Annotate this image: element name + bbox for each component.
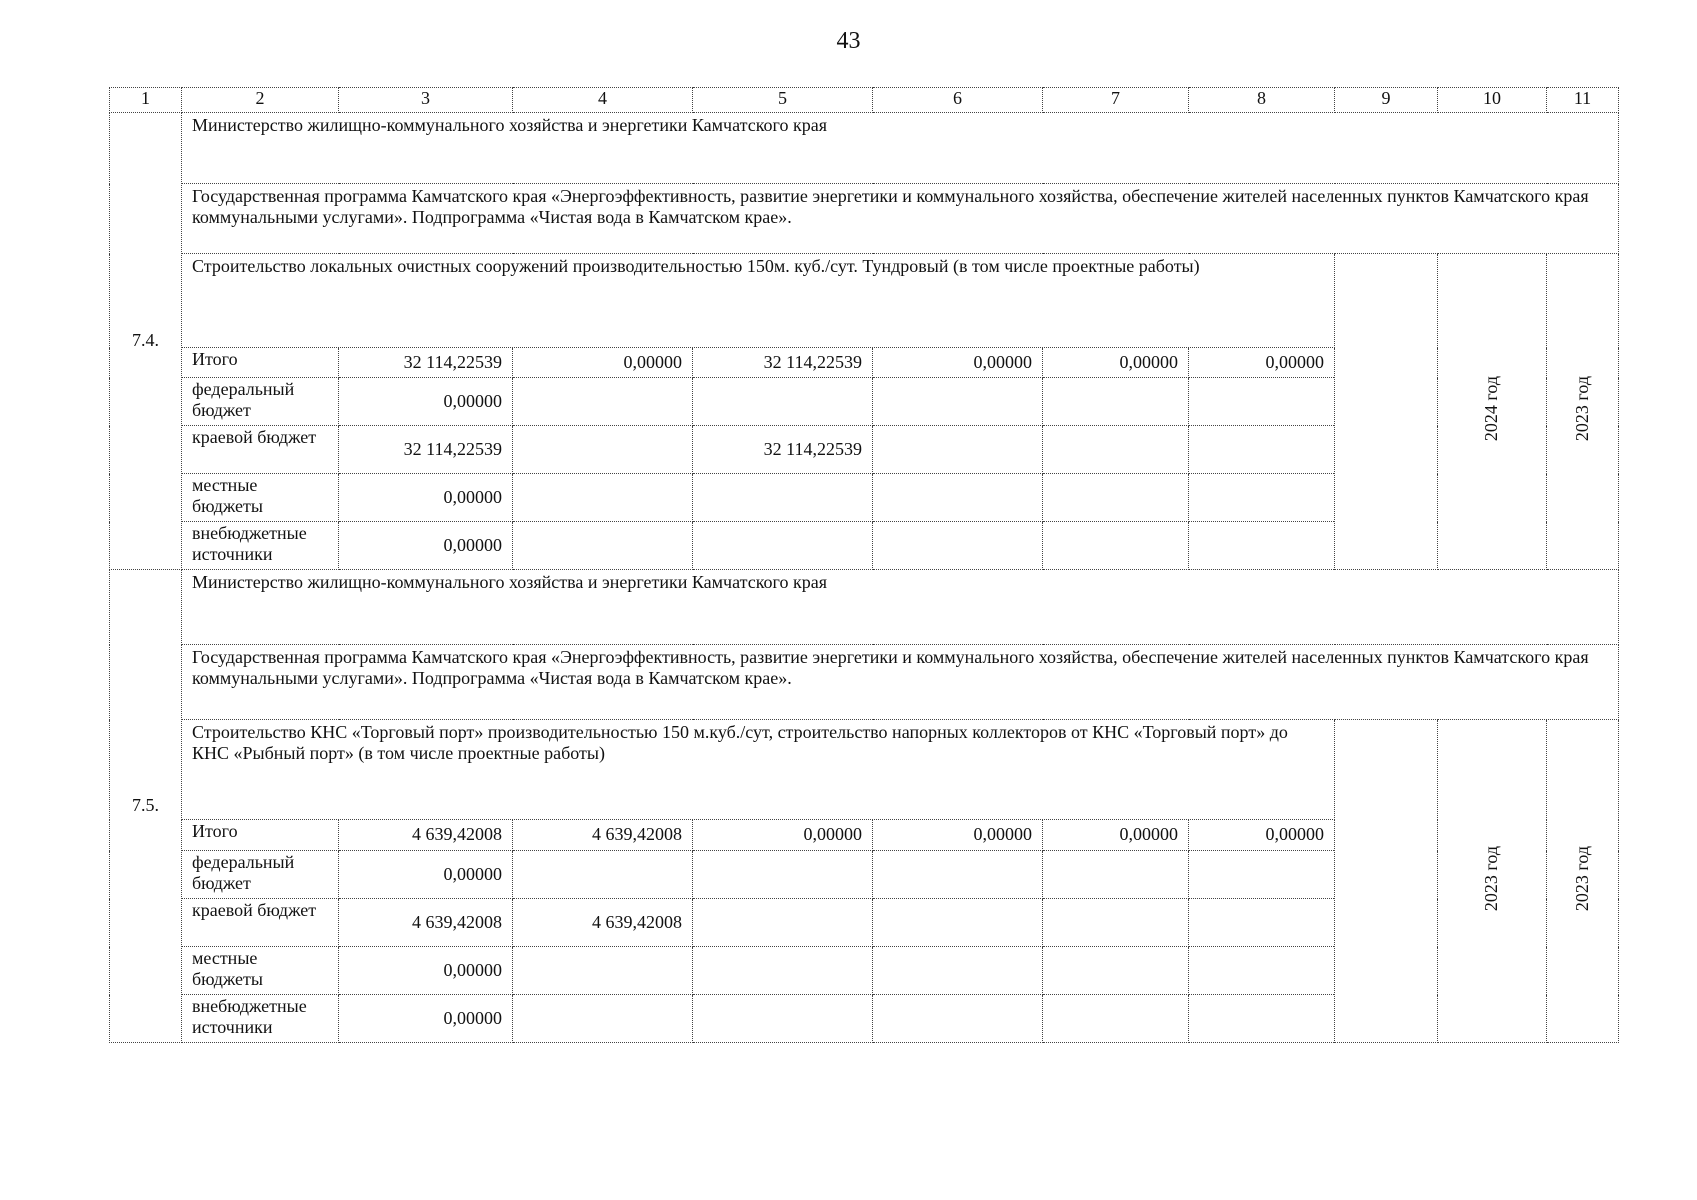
item-number: 7.4. — [110, 113, 182, 570]
value-col7 — [1043, 899, 1189, 947]
total-value: 0,00000 — [339, 474, 513, 522]
project-name: Строительство локальных очистных сооружений производительностью 150м. куб./сут. Тундровый (в том числе проектные работы) — [182, 254, 1335, 348]
column-number: 11 — [1547, 88, 1619, 113]
value-col8: 0,00000 — [1189, 820, 1335, 851]
value-col8 — [1189, 426, 1335, 474]
column-number: 2 — [182, 88, 339, 113]
value-col5 — [693, 522, 873, 570]
value-col8: 0,00000 — [1189, 348, 1335, 378]
funding-label: краевой бюджет — [182, 899, 339, 947]
value-col8 — [1189, 851, 1335, 899]
completion-year: 2024 год — [1481, 376, 1502, 442]
value-col4 — [513, 947, 693, 995]
project-row — [110, 254, 1619, 348]
total-value: 32 114,22539 — [339, 348, 513, 378]
funding-label: местные бюджеты — [182, 947, 339, 995]
value-col7 — [1043, 947, 1189, 995]
completion-year: 2023 год — [1481, 845, 1502, 911]
value-col5 — [693, 851, 873, 899]
program-name: Государственная программа Камчатского края «Энергоэффективность, развитие энергетики и коммунального хозяйства, обеспечение жителей населенных пунктов Камчатского края коммунальными услугами». Подпрограмма «Чистая вода в Камчатском крае». — [182, 645, 1619, 720]
column-number: 8 — [1189, 88, 1335, 113]
value-col4: 4 639,42008 — [513, 820, 693, 851]
value-col4 — [513, 426, 693, 474]
start-year-cell — [1547, 720, 1619, 1043]
value-col4 — [513, 995, 693, 1043]
value-col4 — [513, 851, 693, 899]
column-number: 7 — [1043, 88, 1189, 113]
value-col6 — [873, 899, 1043, 947]
funding-label: внебюджетные источники — [182, 522, 339, 570]
value-col8 — [1189, 995, 1335, 1043]
start-year: 2023 год — [1571, 376, 1592, 442]
value-col6 — [873, 474, 1043, 522]
value-col7 — [1043, 522, 1189, 570]
project-row — [110, 720, 1619, 820]
value-col4: 4 639,42008 — [513, 899, 693, 947]
ministry-name: Министерство жилищно-коммунального хозяйства и энергетики Камчатского края — [182, 113, 1619, 184]
value-col7 — [1043, 851, 1189, 899]
total-value: 0,00000 — [339, 378, 513, 426]
ministry-row — [110, 570, 1619, 645]
value-col5: 32 114,22539 — [693, 348, 873, 378]
column-number: 4 — [513, 88, 693, 113]
column-number: 3 — [339, 88, 513, 113]
value-col6 — [873, 378, 1043, 426]
value-col5 — [693, 378, 873, 426]
funding-label: Итого — [182, 820, 339, 851]
value-col6 — [873, 851, 1043, 899]
value-col8 — [1189, 474, 1335, 522]
value-col4 — [513, 474, 693, 522]
column-number: 5 — [693, 88, 873, 113]
value-col4: 0,00000 — [513, 348, 693, 378]
col9-cell — [1335, 254, 1438, 570]
value-col6: 0,00000 — [873, 820, 1043, 851]
funding-label: федеральный бюджет — [182, 378, 339, 426]
value-col7: 0,00000 — [1043, 348, 1189, 378]
start-year-cell — [1547, 254, 1619, 570]
ministry-name: Министерство жилищно-коммунального хозяйства и энергетики Камчатского края — [182, 570, 1619, 645]
value-col5 — [693, 947, 873, 995]
value-col5 — [693, 474, 873, 522]
ministry-row — [110, 113, 1619, 184]
value-col6 — [873, 522, 1043, 570]
total-value: 32 114,22539 — [339, 426, 513, 474]
program-name: Государственная программа Камчатского края «Энергоэффективность, развитие энергетики и коммунального хозяйства, обеспечение жителей населенных пунктов Камчатского края коммунальными услугами». Подпрограмма «Чистая вода в Камчатском крае». — [182, 184, 1619, 254]
funding-label: федеральный бюджет — [182, 851, 339, 899]
value-col6 — [873, 995, 1043, 1043]
total-value: 0,00000 — [339, 995, 513, 1043]
value-col7 — [1043, 426, 1189, 474]
value-col8 — [1189, 522, 1335, 570]
program-row — [110, 184, 1619, 254]
total-value: 0,00000 — [339, 851, 513, 899]
start-year: 2023 год — [1571, 845, 1592, 911]
value-col7: 0,00000 — [1043, 820, 1189, 851]
column-number: 9 — [1335, 88, 1438, 113]
column-number: 1 — [110, 88, 182, 113]
column-number: 6 — [873, 88, 1043, 113]
value-col5: 32 114,22539 — [693, 426, 873, 474]
value-col5: 0,00000 — [693, 820, 873, 851]
funding-table — [109, 87, 1619, 1043]
column-number: 10 — [1438, 88, 1547, 113]
value-col5 — [693, 995, 873, 1043]
completion-year-cell — [1438, 720, 1547, 1043]
value-col8 — [1189, 378, 1335, 426]
funding-label: краевой бюджет — [182, 426, 339, 474]
value-col4 — [513, 378, 693, 426]
total-value: 0,00000 — [339, 947, 513, 995]
item-number: 7.5. — [110, 570, 182, 1043]
total-value: 0,00000 — [339, 522, 513, 570]
value-col7 — [1043, 474, 1189, 522]
total-value: 4 639,42008 — [339, 899, 513, 947]
page-number: 43 — [836, 28, 861, 54]
value-col6 — [873, 426, 1043, 474]
value-col6: 0,00000 — [873, 348, 1043, 378]
value-col7 — [1043, 378, 1189, 426]
value-col5 — [693, 899, 873, 947]
funding-label: Итого — [182, 348, 339, 378]
value-col8 — [1189, 899, 1335, 947]
funding-label: внебюджетные источники — [182, 995, 339, 1043]
value-col6 — [873, 947, 1043, 995]
total-value: 4 639,42008 — [339, 820, 513, 851]
column-number-row — [110, 88, 1619, 113]
project-name: Строительство КНС «Торговый порт» производительностью 150 м.куб./сут, строительство напорных коллекторов от КНС «Торговый порт» до КНС «Рыбный порт» (в том числе проектные работы) — [182, 720, 1335, 820]
col9-cell — [1335, 720, 1438, 1043]
value-col4 — [513, 522, 693, 570]
completion-year-cell — [1438, 254, 1547, 570]
funding-label: местные бюджеты — [182, 474, 339, 522]
value-col7 — [1043, 995, 1189, 1043]
program-row — [110, 645, 1619, 720]
value-col8 — [1189, 947, 1335, 995]
